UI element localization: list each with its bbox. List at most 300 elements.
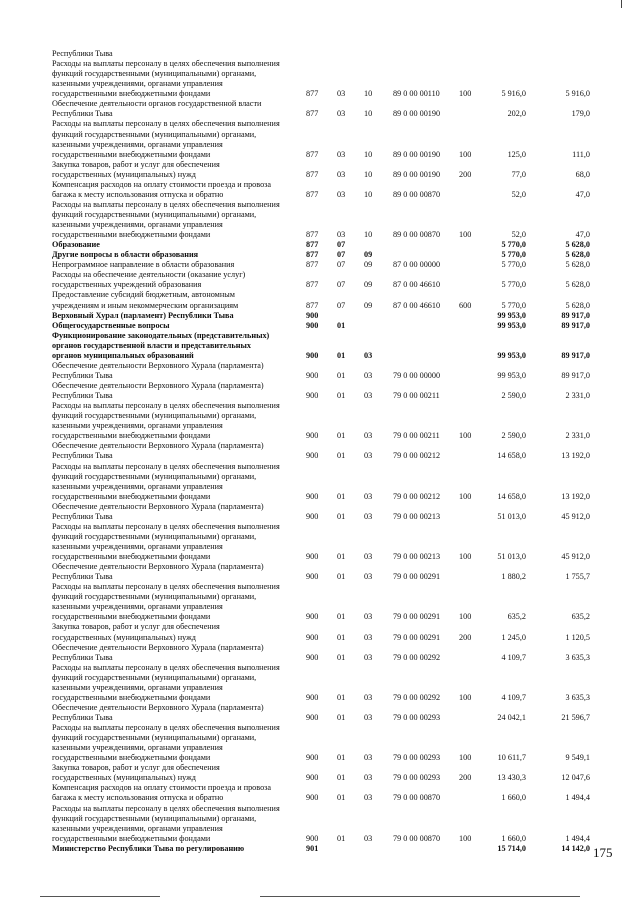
row-sum-first: 99 953,0 bbox=[497, 320, 526, 330]
row-sum-first: 5 770,0 bbox=[501, 250, 526, 260]
row-sum-second: 9 549,1 bbox=[565, 753, 590, 763]
table-row bbox=[0, 260, 638, 270]
row-expense-type: 100 bbox=[459, 612, 472, 622]
row-ved-code: 877 bbox=[306, 280, 319, 290]
row-section-code: 01 bbox=[337, 552, 346, 561]
row-ved-code: 900 bbox=[306, 370, 319, 380]
row-sum-first: 99 953,0 bbox=[497, 310, 526, 320]
row-target-article: 89 0 00 00870 bbox=[393, 230, 441, 240]
row-name: органов государственной власти и представительных bbox=[52, 340, 251, 350]
table-row bbox=[0, 99, 638, 109]
table-row bbox=[0, 351, 638, 361]
row-section-code: 03 bbox=[337, 230, 346, 240]
row-sum-first: 15 714,0 bbox=[497, 843, 526, 853]
row-expense-type: 100 bbox=[459, 230, 472, 240]
row-ved-code: 900 bbox=[306, 391, 319, 400]
row-subsection-code: 03 bbox=[364, 572, 373, 582]
row-name: Министерство Республики Тыва по регулированию bbox=[52, 843, 245, 853]
row-sum-second: 111,0 bbox=[572, 149, 590, 159]
row-target-article: 79 0 00 00293 bbox=[393, 713, 441, 722]
row-sum-second: 89 917,0 bbox=[561, 370, 590, 380]
row-section-code: 01 bbox=[337, 773, 346, 783]
row-section-code: 07 bbox=[337, 260, 346, 270]
row-sum-second: 5 628,0 bbox=[565, 240, 590, 250]
table-row bbox=[0, 633, 638, 643]
row-ved-code: 877 bbox=[306, 109, 319, 119]
row-subsection-code: 03 bbox=[364, 753, 373, 763]
row-sum-second: 45 912,0 bbox=[561, 552, 590, 561]
row-ved-code: 877 bbox=[306, 89, 319, 99]
row-section-code: 01 bbox=[337, 793, 346, 803]
row-ved-code: 900 bbox=[306, 773, 319, 783]
row-ved-code: 900 bbox=[306, 612, 319, 622]
table-row bbox=[0, 834, 638, 844]
row-name: функций государственными (муниципальными) органами, bbox=[52, 69, 257, 79]
row-expense-type: 200 bbox=[459, 773, 472, 783]
table-row bbox=[0, 140, 638, 150]
table-row bbox=[0, 492, 638, 502]
row-target-article: 87 0 00 00000 bbox=[393, 260, 441, 270]
row-ved-code: 900 bbox=[306, 753, 319, 763]
table-row bbox=[0, 441, 638, 451]
row-sum-second: 47,0 bbox=[575, 189, 590, 199]
row-subsection-code: 03 bbox=[364, 370, 373, 380]
row-target-article: 79 0 00 00292 bbox=[393, 692, 441, 702]
row-name: Расходы на обеспечение деятельности (оказание услуг) bbox=[52, 270, 246, 280]
row-name: учреждениям и иным некоммерческим организациям bbox=[52, 300, 239, 310]
row-name: Расходы на выплаты персоналу в целях обеспечения выполнения bbox=[52, 803, 280, 813]
row-target-article: 79 0 00 00870 bbox=[393, 833, 441, 843]
row-name: Республики Тыва bbox=[52, 451, 113, 461]
table-row bbox=[0, 643, 638, 653]
row-name: Непрограммное направление в области образования bbox=[52, 260, 235, 270]
table-row bbox=[0, 49, 638, 59]
row-name: Республики Тыва bbox=[52, 713, 113, 722]
row-ved-code: 900 bbox=[306, 431, 319, 441]
row-name: Обеспечение деятельности Верховного Хурала (парламента) bbox=[52, 501, 264, 511]
row-ved-code: 900 bbox=[306, 511, 319, 521]
row-sum-first: 77,0 bbox=[511, 169, 526, 179]
row-target-article: 79 0 00 00292 bbox=[393, 652, 441, 662]
row-target-article: 79 0 00 00000 bbox=[393, 370, 441, 380]
table-row bbox=[0, 381, 638, 391]
row-subsection-code: 03 bbox=[364, 431, 373, 441]
row-section-code: 01 bbox=[337, 833, 346, 843]
row-name: функций государственными (муниципальными) органами, bbox=[52, 471, 257, 481]
row-name: государственными внебюджетными фондами bbox=[52, 612, 211, 622]
row-sum-first: 5 770,0 bbox=[501, 260, 526, 270]
row-section-code: 01 bbox=[337, 713, 346, 722]
row-subsection-code: 09 bbox=[364, 250, 373, 260]
row-ved-code: 900 bbox=[306, 833, 319, 843]
row-name: государственных (муниципальных) нужд bbox=[52, 773, 196, 783]
table-row bbox=[0, 602, 638, 612]
row-name: Обеспечение деятельности Верховного Хурала (парламента) bbox=[52, 441, 264, 451]
row-name: Обеспечение деятельности Верховного Хурала (парламента) bbox=[52, 360, 264, 370]
row-sum-second: 13 192,0 bbox=[561, 491, 590, 501]
table-row bbox=[0, 522, 638, 532]
row-section-code: 01 bbox=[337, 431, 346, 441]
row-subsection-code: 10 bbox=[364, 109, 373, 119]
row-name: казенными учреждениями, органами управления bbox=[52, 79, 223, 89]
row-section-code: 01 bbox=[337, 511, 346, 521]
row-section-code: 07 bbox=[337, 280, 346, 290]
row-name: функций государственными (муниципальными) органами, bbox=[52, 531, 257, 541]
table-row bbox=[0, 502, 638, 512]
table-row bbox=[0, 592, 638, 602]
table-row bbox=[0, 311, 638, 321]
row-name: Республики Тыва bbox=[52, 109, 113, 119]
row-sum-second: 2 331,0 bbox=[565, 431, 590, 441]
table-row bbox=[0, 683, 638, 693]
row-sum-second: 2 331,0 bbox=[565, 391, 590, 400]
row-section-code: 01 bbox=[337, 572, 346, 582]
row-section-code: 01 bbox=[337, 491, 346, 501]
row-subsection-code: 03 bbox=[364, 451, 373, 461]
row-subsection-code: 10 bbox=[364, 149, 373, 159]
row-sum-second: 1 120,5 bbox=[565, 632, 590, 642]
row-expense-type: 100 bbox=[459, 431, 472, 441]
row-sum-second: 68,0 bbox=[575, 169, 590, 179]
row-name: государственными внебюджетными фондами bbox=[52, 692, 211, 702]
row-subsection-code: 03 bbox=[364, 391, 373, 400]
row-sum-second: 14 142,0 bbox=[561, 843, 590, 853]
table-row bbox=[0, 773, 638, 783]
row-sum-second: 635,2 bbox=[571, 612, 590, 622]
row-ved-code: 900 bbox=[306, 632, 319, 642]
table-row bbox=[0, 763, 638, 773]
row-name: Другие вопросы в области образования bbox=[52, 250, 199, 260]
table-row bbox=[0, 150, 638, 160]
table-row bbox=[0, 79, 638, 89]
row-name: Обеспечение деятельности Верховного Хурала (парламента) bbox=[52, 642, 264, 652]
row-name: государственных (муниципальных) нужд bbox=[52, 169, 196, 179]
row-name: казенными учреждениями, органами управления bbox=[52, 682, 223, 692]
row-sum-second: 179,0 bbox=[571, 109, 590, 119]
table-row bbox=[0, 270, 638, 280]
row-name: функций государственными (муниципальными) органами, bbox=[52, 592, 257, 602]
table-row bbox=[0, 89, 638, 99]
table-row bbox=[0, 793, 638, 803]
table-row bbox=[0, 109, 638, 119]
row-name: функций государственными (муниципальными) органами, bbox=[52, 672, 257, 682]
row-name: Республики Тыва bbox=[52, 572, 113, 582]
row-name: Республики Тыва bbox=[52, 391, 113, 400]
row-target-article: 79 0 00 00212 bbox=[393, 491, 441, 501]
row-section-code: 03 bbox=[337, 189, 346, 199]
row-name: Обеспечение деятельности Верховного Хурала (парламента) bbox=[52, 381, 264, 390]
row-section-code: 01 bbox=[337, 391, 346, 400]
table-row bbox=[0, 421, 638, 431]
table-row bbox=[0, 472, 638, 482]
row-sum-second: 5 628,0 bbox=[565, 280, 590, 290]
row-name: Расходы на выплаты персоналу в целях обеспечения выполнения bbox=[52, 119, 280, 129]
row-sum-first: 52,0 bbox=[511, 189, 526, 199]
row-ved-code: 900 bbox=[306, 350, 319, 360]
table-row bbox=[0, 462, 638, 472]
table-row bbox=[0, 663, 638, 673]
row-name: казенными учреждениями, органами управления bbox=[52, 823, 223, 833]
row-name: Верховный Хурал (парламент) Республики Тыва bbox=[52, 310, 234, 320]
row-target-article: 89 0 00 00190 bbox=[393, 149, 441, 159]
row-subsection-code: 03 bbox=[364, 793, 373, 803]
row-ved-code: 877 bbox=[306, 240, 319, 250]
footer-rule-right bbox=[260, 896, 580, 897]
row-name: Расходы на выплаты персоналу в целях обеспечения выполнения bbox=[52, 59, 280, 69]
row-sum-first: 635,2 bbox=[507, 612, 526, 622]
row-section-code: 07 bbox=[337, 250, 346, 260]
row-sum-second: 45 912,0 bbox=[561, 511, 590, 521]
row-ved-code: 877 bbox=[306, 300, 319, 310]
row-sum-first: 4 109,7 bbox=[501, 692, 526, 702]
table-row bbox=[0, 331, 638, 341]
row-expense-type: 100 bbox=[459, 753, 472, 763]
row-name: Общегосударственные вопросы bbox=[52, 320, 170, 330]
row-section-code: 07 bbox=[337, 300, 346, 310]
footer-rule-left bbox=[40, 896, 160, 897]
table-row bbox=[0, 341, 638, 351]
row-section-code: 01 bbox=[337, 652, 346, 662]
row-sum-first: 4 109,7 bbox=[501, 652, 526, 662]
table-row bbox=[0, 210, 638, 220]
row-ved-code: 900 bbox=[306, 572, 319, 582]
row-name: государственными внебюджетными фондами bbox=[52, 149, 211, 159]
row-sum-first: 51 013,0 bbox=[497, 511, 526, 521]
row-subsection-code: 03 bbox=[364, 833, 373, 843]
table-row bbox=[0, 552, 638, 562]
row-subsection-code: 10 bbox=[364, 230, 373, 240]
row-ved-code: 900 bbox=[306, 692, 319, 702]
row-expense-type: 600 bbox=[459, 300, 472, 310]
row-ved-code: 877 bbox=[306, 230, 319, 240]
row-name: государственными внебюджетными фондами bbox=[52, 431, 211, 441]
row-section-code: 01 bbox=[337, 753, 346, 763]
table-row bbox=[0, 290, 638, 300]
row-target-article: 79 0 00 00212 bbox=[393, 451, 441, 461]
row-name: функций государственными (муниципальными) органами, bbox=[52, 411, 257, 421]
table-row bbox=[0, 753, 638, 763]
table-row bbox=[0, 371, 638, 381]
row-name: функций государственными (муниципальными) органами, bbox=[52, 813, 257, 823]
row-sum-first: 1 660,0 bbox=[501, 793, 526, 803]
row-expense-type: 200 bbox=[459, 632, 472, 642]
table-row bbox=[0, 130, 638, 140]
row-target-article: 87 0 00 46610 bbox=[393, 300, 441, 310]
table-row bbox=[0, 693, 638, 703]
row-sum-first: 1 660,0 bbox=[501, 833, 526, 843]
row-subsection-code: 03 bbox=[364, 511, 373, 521]
row-name: Закупка товаров, работ и услуг для обеспечения bbox=[52, 159, 220, 169]
row-name: государственных (муниципальных) нужд bbox=[52, 632, 196, 642]
table-row bbox=[0, 814, 638, 824]
row-expense-type: 100 bbox=[459, 552, 472, 561]
row-name: функций государственными (муниципальными) органами, bbox=[52, 210, 257, 219]
row-sum-first: 99 953,0 bbox=[497, 350, 526, 360]
row-sum-second: 89 917,0 bbox=[561, 320, 590, 330]
row-name: багажа к месту использования отпуска и обратно bbox=[52, 189, 224, 199]
row-expense-type: 200 bbox=[459, 169, 472, 179]
row-name: казенными учреждениями, органами управления bbox=[52, 602, 223, 612]
row-target-article: 79 0 00 00293 bbox=[393, 773, 441, 783]
row-target-article: 89 0 00 00190 bbox=[393, 169, 441, 179]
table-row bbox=[0, 723, 638, 733]
row-target-article: 89 0 00 00110 bbox=[393, 89, 440, 99]
row-subsection-code: 03 bbox=[364, 713, 373, 722]
row-name: казенными учреждениями, органами управления bbox=[52, 743, 223, 753]
row-ved-code: 900 bbox=[306, 713, 319, 722]
row-ved-code: 877 bbox=[306, 250, 319, 260]
table-row bbox=[0, 482, 638, 492]
row-section-code: 01 bbox=[337, 692, 346, 702]
row-expense-type: 100 bbox=[459, 491, 472, 501]
table-row bbox=[0, 743, 638, 753]
table-row bbox=[0, 230, 638, 240]
row-name: органов муниципальных образований bbox=[52, 350, 194, 360]
row-section-code: 03 bbox=[337, 89, 346, 99]
row-sum-first: 5 916,0 bbox=[501, 89, 526, 99]
row-target-article: 79 0 00 00213 bbox=[393, 511, 441, 521]
table-row bbox=[0, 160, 638, 170]
row-expense-type: 100 bbox=[459, 692, 472, 702]
row-name: Расходы на выплаты персоналу в целях обеспечения выполнения bbox=[52, 582, 280, 592]
row-ved-code: 900 bbox=[306, 320, 319, 330]
row-sum-first: 99 953,0 bbox=[497, 370, 526, 380]
row-name: Предоставление субсидий бюджетным, автономным bbox=[52, 290, 235, 300]
row-section-code: 01 bbox=[337, 320, 346, 330]
row-sum-first: 14 658,0 bbox=[497, 491, 526, 501]
row-name: Республики Тыва bbox=[52, 652, 113, 662]
row-sum-second: 5 628,0 bbox=[565, 260, 590, 270]
table-row bbox=[0, 170, 638, 180]
row-sum-second: 1 494,4 bbox=[565, 833, 590, 843]
row-sum-first: 13 430,3 bbox=[497, 773, 526, 783]
row-sum-first: 5 770,0 bbox=[501, 300, 526, 310]
table-row bbox=[0, 451, 638, 461]
row-section-code: 01 bbox=[337, 350, 346, 360]
table-row bbox=[0, 69, 638, 79]
row-name: государственными внебюджетными фондами bbox=[52, 89, 211, 99]
row-sum-second: 89 917,0 bbox=[561, 310, 590, 320]
row-subsection-code: 10 bbox=[364, 189, 373, 199]
row-sum-second: 89 917,0 bbox=[561, 350, 590, 360]
row-sum-second: 3 635,3 bbox=[565, 692, 590, 702]
row-sum-first: 1 245,0 bbox=[501, 632, 526, 642]
row-sum-first: 2 590,0 bbox=[501, 431, 526, 441]
row-section-code: 03 bbox=[337, 169, 346, 179]
row-ved-code: 900 bbox=[306, 310, 319, 320]
table-row bbox=[0, 180, 638, 190]
row-target-article: 89 0 00 00870 bbox=[393, 189, 441, 199]
row-target-article: 79 0 00 00291 bbox=[393, 632, 441, 642]
row-expense-type: 100 bbox=[459, 149, 472, 159]
row-section-code: 01 bbox=[337, 612, 346, 622]
row-target-article: 79 0 00 00213 bbox=[393, 552, 441, 561]
table-row bbox=[0, 673, 638, 683]
row-subsection-code: 03 bbox=[364, 612, 373, 622]
row-section-code: 01 bbox=[337, 632, 346, 642]
row-name: Компенсация расходов на оплату стоимости проезда и провоза bbox=[52, 179, 272, 189]
row-name: государственными внебюджетными фондами bbox=[52, 833, 211, 843]
row-sum-first: 202,0 bbox=[507, 109, 526, 119]
row-name: Закупка товаров, работ и услуг для обеспечения bbox=[52, 622, 220, 632]
table-row bbox=[0, 622, 638, 632]
row-name: казенными учреждениями, органами управления bbox=[52, 481, 223, 491]
table-row bbox=[0, 572, 638, 582]
table-row bbox=[0, 411, 638, 421]
row-sum-second: 1 755,7 bbox=[565, 572, 590, 582]
row-subsection-code: 03 bbox=[364, 632, 373, 642]
row-subsection-code: 03 bbox=[364, 491, 373, 501]
row-name: Расходы на выплаты персоналу в целях обеспечения выполнения bbox=[52, 401, 280, 411]
row-section-code: 07 bbox=[337, 240, 346, 250]
table-row bbox=[0, 200, 638, 210]
row-ved-code: 877 bbox=[306, 149, 319, 159]
row-sum-second: 3 635,3 bbox=[565, 652, 590, 662]
row-name: Обеспечение деятельности Верховного Хурала (парламента) bbox=[52, 562, 264, 572]
row-name: казенными учреждениями, органами управления bbox=[52, 541, 223, 551]
row-subsection-code: 09 bbox=[364, 280, 373, 290]
table-row bbox=[0, 190, 638, 200]
row-target-article: 87 0 00 46610 bbox=[393, 280, 441, 290]
table-row bbox=[0, 240, 638, 250]
row-name: Расходы на выплаты персоналу в целях обеспечения выполнения bbox=[52, 521, 280, 531]
row-subsection-code: 03 bbox=[364, 773, 373, 783]
table-row bbox=[0, 733, 638, 743]
row-name: казенными учреждениями, органами управления bbox=[52, 139, 223, 149]
table-row bbox=[0, 582, 638, 592]
row-subsection-code: 09 bbox=[364, 260, 373, 270]
row-sum-first: 125,0 bbox=[507, 149, 526, 159]
row-ved-code: 900 bbox=[306, 552, 319, 561]
row-sum-second: 47,0 bbox=[575, 230, 590, 240]
row-ved-code: 900 bbox=[306, 451, 319, 461]
table-row bbox=[0, 653, 638, 663]
row-target-article: 79 0 00 00291 bbox=[393, 572, 441, 582]
table-row bbox=[0, 844, 638, 854]
row-sum-second: 5 916,0 bbox=[565, 89, 590, 99]
row-subsection-code: 03 bbox=[364, 552, 373, 561]
row-name: казенными учреждениями, органами управления bbox=[52, 220, 223, 229]
row-sum-second: 5 628,0 bbox=[565, 250, 590, 260]
table-row bbox=[0, 220, 638, 230]
table-row bbox=[0, 532, 638, 542]
row-target-article: 89 0 00 00190 bbox=[393, 109, 441, 119]
row-section-code: 03 bbox=[337, 109, 346, 119]
row-subsection-code: 03 bbox=[364, 692, 373, 702]
row-name: функций государственными (муниципальными) органами, bbox=[52, 733, 257, 743]
row-sum-first: 24 042,1 bbox=[497, 713, 526, 722]
row-ved-code: 900 bbox=[306, 491, 319, 501]
table-row bbox=[0, 783, 638, 793]
row-ved-code: 877 bbox=[306, 169, 319, 179]
row-ved-code: 900 bbox=[306, 652, 319, 662]
row-name: Компенсация расходов на оплату стоимости проезда и провоза bbox=[52, 783, 272, 793]
row-name: Расходы на выплаты персоналу в целях обеспечения выполнения bbox=[52, 199, 280, 209]
row-sum-second: 13 192,0 bbox=[561, 451, 590, 461]
row-sum-second: 5 628,0 bbox=[565, 300, 590, 310]
row-expense-type: 100 bbox=[459, 833, 472, 843]
row-name: государственными внебюджетными фондами bbox=[52, 552, 211, 561]
table-row bbox=[0, 119, 638, 129]
row-target-article: 79 0 00 00870 bbox=[393, 793, 441, 803]
table-row bbox=[0, 321, 638, 331]
row-subsection-code: 03 bbox=[364, 350, 373, 360]
row-name: Республики Тыва bbox=[52, 370, 113, 380]
row-name: Расходы на выплаты персоналу в целях обеспечения выполнения bbox=[52, 461, 280, 471]
row-ved-code: 877 bbox=[306, 189, 319, 199]
row-name: Закупка товаров, работ и услуг для обеспечения bbox=[52, 763, 220, 773]
row-name: Обеспечение деятельности органов государственной власти bbox=[52, 99, 262, 109]
